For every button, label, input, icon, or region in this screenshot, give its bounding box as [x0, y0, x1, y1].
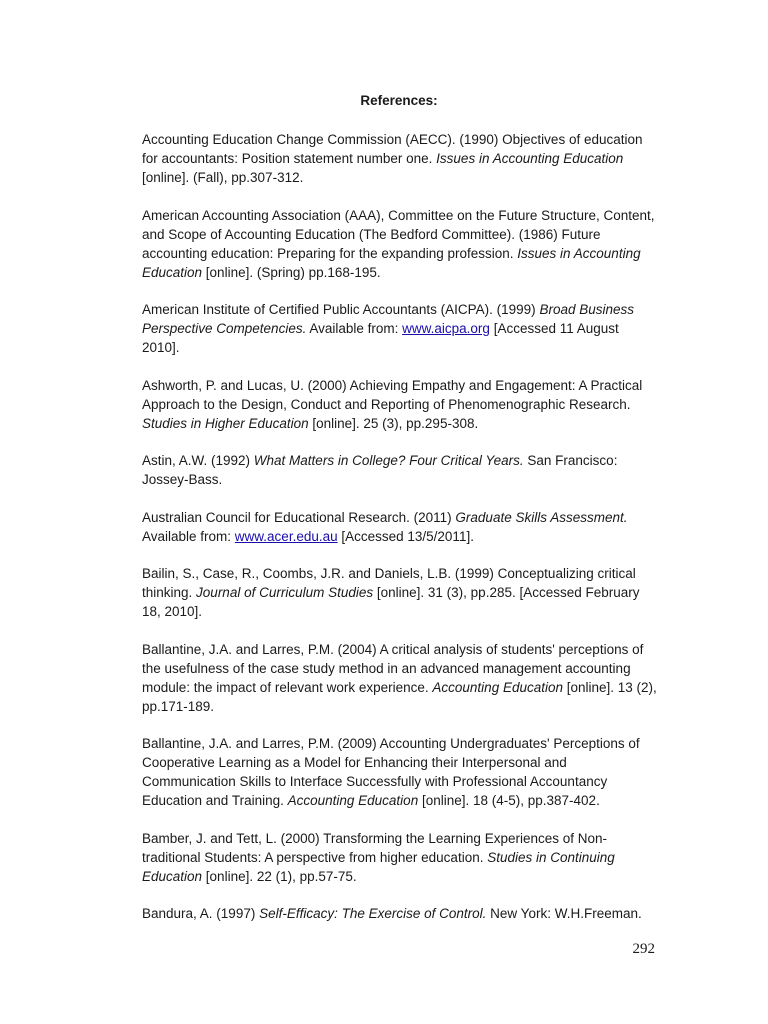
references-heading: References: — [360, 93, 438, 108]
reference-text: Available from: — [142, 528, 235, 544]
reference-text: [online]. (Spring) pp.168-195. — [202, 264, 381, 280]
reference-text: [online]. 25 (3), pp.295-308. — [308, 415, 479, 431]
reference-entry — [142, 564, 658, 621]
reference-text: Australian Council for Educational Research. (2011) — [142, 509, 456, 525]
reference-title: Journal of Curriculum Studies — [196, 585, 374, 600]
reference-text: Available from: — [306, 321, 403, 336]
reference-text: Accounting Education Change Commission (AECC). (1990) Objectives of education for accountants: Position statement number one. — [142, 132, 643, 166]
reference-text: Ashworth, P. and Lucas, U. (2000) Achieving Empathy and Engagement: A Practical Approach to the Design, Conduct and Reporting of Phenomenographic Research. — [142, 377, 643, 412]
reference-text: New York: W.H.Freeman. — [486, 906, 642, 921]
reference-entry — [142, 376, 658, 433]
reference-text: Ballantine, J.A. and Larres, P.M. (2004) A critical analysis of students' perceptions of the usefulness of the case study method in an advanced management accounting module: the impact of relevant work experience. — [142, 641, 644, 695]
reference-text: [online]. (Fall), pp.307-312. — [142, 170, 304, 185]
reference-title: What Matters in College? Four Critical Years. — [253, 453, 524, 468]
reference-entry — [142, 206, 658, 282]
reference-entry — [142, 734, 658, 810]
reference-title: Studies in Higher Education — [142, 415, 309, 431]
reference-list — [142, 130, 658, 942]
reference-title: Broad Business Perspective Competencies. — [142, 302, 634, 336]
reference-title: Accounting Education — [432, 679, 563, 695]
reference-text: Ballantine, J.A. and Larres, P.M. (2009) Accounting Undergraduates' Perceptions of Cooperative Learning as a Model for Enhancing their Interpersonal and Communication Skills to Interface Successfully with Professional Accountancy Education and Training. — [142, 736, 640, 808]
reference-link[interactable]: www.aicpa.org — [402, 321, 490, 336]
reference-text: American Institute of Certified Public Accountants (AICPA). (1999) — [142, 302, 540, 317]
reference-text: [online]. 31 (3), pp.285. [Accessed February 18, 2010]. — [142, 585, 640, 619]
reference-title: Issues in Accounting Education — [436, 151, 624, 166]
reference-entry — [142, 829, 658, 886]
reference-text: [online]. 13 (2), pp.171-189. — [142, 679, 657, 714]
reference-title: Accounting Education — [287, 793, 419, 808]
reference-title: Issues in Accounting Education — [142, 245, 641, 280]
reference-title: Self-Efficacy: The Exercise of Control. — [259, 906, 487, 921]
reference-text: [online]. 18 (4-5), pp.387-402. — [418, 793, 600, 808]
reference-entry — [142, 300, 658, 357]
reference-text: Bamber, J. and Tett, L. (2000) Transforming the Learning Experiences of Non-traditional Students: A perspective from higher education. — [142, 830, 608, 865]
reference-text: [Accessed 13/5/2011]. — [337, 528, 474, 544]
reference-text: [online]. 22 (1), pp.57-75. — [202, 868, 357, 884]
page-number: 292 — [632, 941, 655, 957]
reference-entry — [142, 508, 658, 546]
reference-text: [Accessed 11 August 2010]. — [142, 321, 619, 355]
reference-entry — [142, 130, 658, 187]
reference-entry — [142, 904, 658, 923]
reference-text: Astin, A.W. (1992) — [142, 453, 254, 468]
reference-title: Graduate Skills Assessment. — [455, 509, 628, 525]
reference-text: Bandura, A. (1997) — [142, 906, 260, 921]
reference-text: Bailin, S., Case, R., Coombs, J.R. and Daniels, L.B. (1999) Conceptualizing critical thinking. — [142, 566, 636, 600]
reference-text: San Francisco: Jossey-Bass. — [142, 453, 618, 487]
reference-entry — [142, 640, 658, 716]
reference-text: American Accounting Association (AAA), Committee on the Future Structure, Content, and Scope of Accounting Education (The Bedford Committee). (1986) Future accounting education: Preparing for the expanding profession. — [142, 207, 655, 261]
reference-title: Studies in Continuing Education — [142, 849, 615, 884]
reference-link[interactable]: www.acer.edu.au — [234, 528, 338, 544]
reference-entry — [142, 451, 658, 489]
